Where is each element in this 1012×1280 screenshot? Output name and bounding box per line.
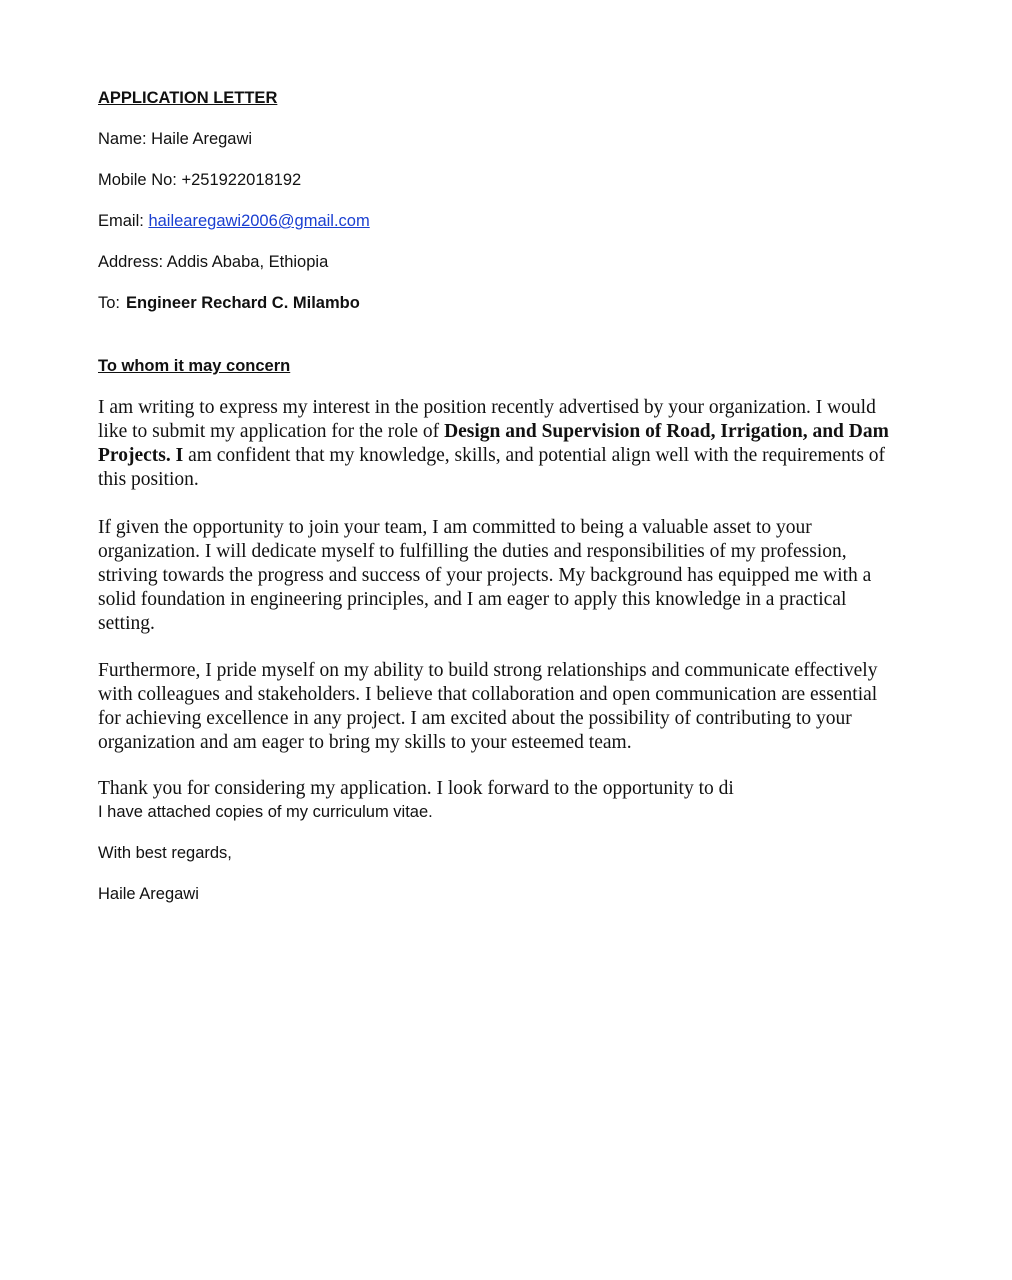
closing: With best regards, [98,844,232,862]
position-title: Design and Supervision of Road, Irrigation, and Dam [444,421,889,442]
paragraph-line: Thank you for considering my application. I look forward to the opportunity to di [98,778,734,799]
paragraph-line [98,420,944,444]
attachment-note: I have attached copies of my curriculum vitae. [98,803,433,821]
contact-mobile: Mobile No: +251922018192 [98,171,302,189]
paragraph-commitment [98,516,944,636]
paragraph-line [98,444,944,468]
email-label: Email: [98,212,149,230]
signature: Haile Aregawi [98,885,199,903]
paragraph-line: for achieving excellence in any project. I am excited about the possibility of contributing to your [98,708,852,729]
paragraph-thanks [98,777,944,801]
email-link[interactable]: hailearegawi2006@gmail.com [148,212,370,230]
recipient-name: Engineer Rechard C. Milambo [126,294,360,312]
paragraph-line-text: am confident that my knowledge, skills, and potential align well with the requirements of [183,445,886,466]
recipient-line [98,293,360,313]
letter-title: APPLICATION LETTER [98,89,278,107]
paragraph-line: organization. I will dedicate myself to fulfilling the duties and responsibilities of my profession, [98,541,847,562]
paragraph-relationships [98,659,944,755]
paragraph-line: I am writing to express my interest in the position recently advertised by your organization. I would [98,397,876,418]
paragraph-line: solid foundation in engineering principles, and I am eager to apply this knowledge in a practical [98,589,847,610]
paragraph-line: this position. [98,469,199,490]
paragraph-line: If given the opportunity to join your team, I am committed to being a valuable asset to your [98,517,812,538]
paragraph-line: with colleagues and stakeholders. I believe that collaboration and open communication are essential [98,684,878,705]
paragraph-intro [98,396,944,492]
contact-email-line [98,211,370,231]
paragraph-line-text: like to submit my application for the role of [98,421,445,442]
contact-address: Address: Addis Ababa, Ethiopia [98,253,329,271]
recipient-label: To: [98,294,121,312]
salutation: To whom it may concern [98,357,291,375]
paragraph-line: organization and am eager to bring my skills to your esteemed team. [98,732,632,753]
paragraph-line: striving towards the progress and success of your projects. My background has equipped me with a [98,565,872,586]
paragraph-line: setting. [98,613,155,634]
contact-name: Name: Haile Aregawi [98,130,253,148]
position-title-end: Projects. I [98,445,184,466]
paragraph-line: Furthermore, I pride myself on my ability to build strong relationships and communicate effectively [98,660,878,681]
